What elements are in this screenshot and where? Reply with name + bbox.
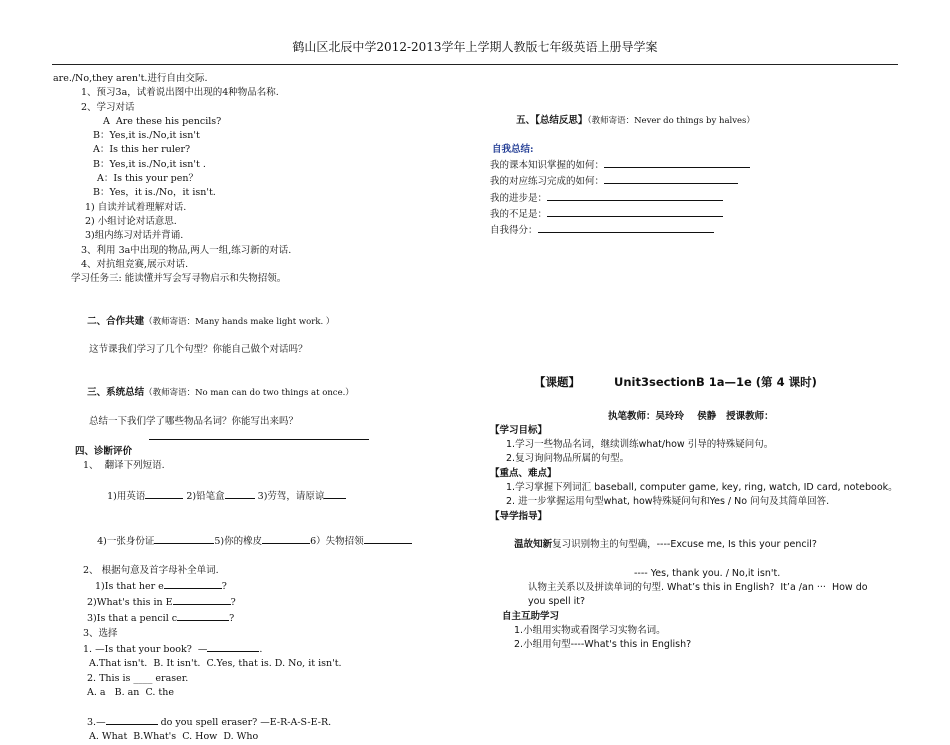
text-line: 2、学习对话	[81, 101, 135, 113]
key-point: 1.学习掌握下列词汇 baseball, computer game, key, ring, watch, ID card, notebook。	[506, 482, 898, 494]
text-line: 2) 小组讨论对话意思.	[85, 215, 177, 227]
question-text: 1)Is that her e	[95, 580, 164, 592]
phrase-label: 1)用英语	[107, 491, 146, 503]
text-line: are./No,they aren't.进行自由交际.	[53, 73, 208, 84]
text-line: 总结一下我们学了哪些物品名词？你能写出来吗？	[89, 415, 299, 427]
review-line	[490, 524, 900, 567]
goal-item: 1.学习一些物品名词，继续训练what/how 引导的特殊疑问句。	[506, 439, 774, 451]
question-row	[53, 474, 453, 519]
review-line: ---- Yes, thank you. / No,it isn't.	[634, 567, 781, 579]
key-points-heading: 【重点、难点】	[490, 467, 557, 479]
teacher-quote: （教师寄语：Many hands make light work. ）	[144, 316, 335, 327]
study-item: 1.小组用实物或看图学习实物名词。	[514, 625, 666, 637]
options: A.That isn't. B. It isn't. C.Yes, that is. D. No, it isn't.	[89, 658, 342, 670]
lesson-title-row	[490, 361, 900, 404]
reflection-row	[490, 157, 900, 173]
left-column	[53, 72, 453, 745]
dialogue-line: A Are these his pencils?	[103, 115, 222, 127]
key-point: 2. 进一步掌握运用句型what, how特殊疑问句和Yes / No 问句及其简单回答.	[506, 496, 830, 508]
text-line: 这节课我们学习了几个句型？你能自己做个对话吗？	[89, 344, 308, 356]
review-text: 复习识别物主的句型确，----Excuse me, Is this your pencil?	[552, 539, 817, 551]
question: 3、选择	[83, 627, 118, 639]
section-title: 三、系统总结	[87, 386, 145, 398]
reflection-row	[490, 190, 900, 206]
options: A. a B. an C. the	[87, 686, 174, 698]
question-row	[53, 519, 453, 564]
dialogue-line: A：Is this her ruler?	[93, 144, 191, 156]
reflection-row	[490, 173, 900, 189]
phrase-label: 4)一张身份证	[97, 535, 155, 547]
review-line: you spell it?	[528, 596, 586, 608]
section-title: 五、【总结反思】	[516, 115, 588, 127]
text-line: 学习任务三: 能读懂并写会写寻物启示和失物招领。	[71, 273, 287, 285]
question: 1、 翻译下列短语.	[83, 460, 165, 472]
phrase-label: 2)铅笔盒	[183, 491, 225, 503]
reflection-row	[490, 222, 900, 238]
question-text: 2)What's this in E	[87, 597, 173, 609]
text-line: 1) 自读并试着理解对话.	[85, 201, 187, 213]
question-row: 1. —Is that your book? — .	[53, 641, 453, 657]
goals-heading: 【学习目标】	[490, 424, 548, 436]
reflection-label: 自我得分：	[490, 225, 538, 237]
text-line: 3)组内练习对话并背诵.	[85, 230, 184, 242]
lesson-title: Unit3sectionB 1a—1e (第 4 课时)	[614, 374, 817, 389]
teacher-quote: （教师寄语：No man can do two things at once.）	[144, 387, 354, 398]
question-text: do you spell eraser? —E-R-A-S-E-R.	[157, 717, 332, 729]
question-row: 2)What's this in E ?	[53, 594, 453, 610]
self-summary-label: 自我总结:	[492, 143, 534, 155]
question-row: 1)Is that her e ?	[53, 578, 453, 594]
study-item: 2.小组用句型----What's this in English?	[514, 639, 692, 651]
right-column	[490, 100, 900, 653]
review-line: 认物主关系以及拼读单词的句型. What’s this in English? It’a /an ··· How do	[528, 582, 868, 594]
text-line: 3、利用 3a中出现的物品,两人一组,练习新的对话.	[81, 244, 292, 256]
section-heading	[53, 300, 453, 343]
dialogue-line: A：Is this your pen？	[97, 173, 198, 185]
lesson-label: 【课题】	[534, 374, 581, 389]
self-study-heading: 自主互助学习	[502, 610, 560, 622]
answer-line	[53, 429, 453, 445]
phrase-label: 6）失物招领	[310, 535, 364, 547]
question-row	[53, 714, 453, 730]
section-heading	[53, 372, 453, 415]
question-text: 3.—	[87, 717, 106, 729]
dialogue-line: B：Yes，it is./No，it isn't.	[93, 187, 216, 199]
options: A. What B.What's C. How D. Who	[89, 731, 259, 743]
text-line: 4、对抗组竞赛,展示对话.	[81, 258, 189, 270]
section-title: 二、合作共建	[87, 315, 145, 327]
reflection-label: 我的不足是：	[490, 209, 548, 221]
header-rule	[52, 64, 898, 65]
dialogue-line: B：Yes,it is./No,it isn't .	[93, 158, 206, 170]
question: 2、 根据句意及首字母补全单词.	[83, 564, 219, 576]
review-label: 温故知新	[514, 539, 553, 551]
page-header: 鹤山区北辰中学2012-2013学年上学期人教版七年级英语上册导学案	[292, 40, 658, 54]
phrase-label: 3)劳驾，请原谅	[254, 491, 325, 503]
question-text: 3)Is that a pencil c	[87, 613, 178, 625]
section-title: 四、诊断评价	[75, 446, 133, 458]
question-row: 3)Is that a pencil c ?	[53, 610, 453, 626]
teachers-line: 执笔教师：吴玲玲 侯静 授课教师：	[608, 410, 774, 422]
text-line: 1、预习3a，试着说出图中出现的4种物品名称.	[81, 87, 279, 99]
goal-item: 2.复习询问物品所属的句型。	[506, 453, 630, 465]
reflection-label: 我的进步是：	[490, 192, 548, 204]
reflection-row	[490, 206, 900, 222]
guide-heading: 【导学指导】	[490, 510, 548, 522]
dialogue-line: B：Yes,it is./No,it isn't	[93, 130, 200, 142]
phrase-label: 5)你的橡皮	[214, 535, 263, 547]
teacher-quote: （教师寄语：Never do things by halves）	[587, 116, 755, 127]
question-text: 1. —Is that your book? —	[83, 643, 208, 655]
section-heading	[490, 100, 900, 143]
question-text: 2. This is ____ eraser.	[87, 672, 189, 684]
reflection-label: 我的课本知识掌握的如何：	[490, 160, 605, 172]
reflection-label: 我的对应练习完成的如何：	[490, 176, 605, 188]
